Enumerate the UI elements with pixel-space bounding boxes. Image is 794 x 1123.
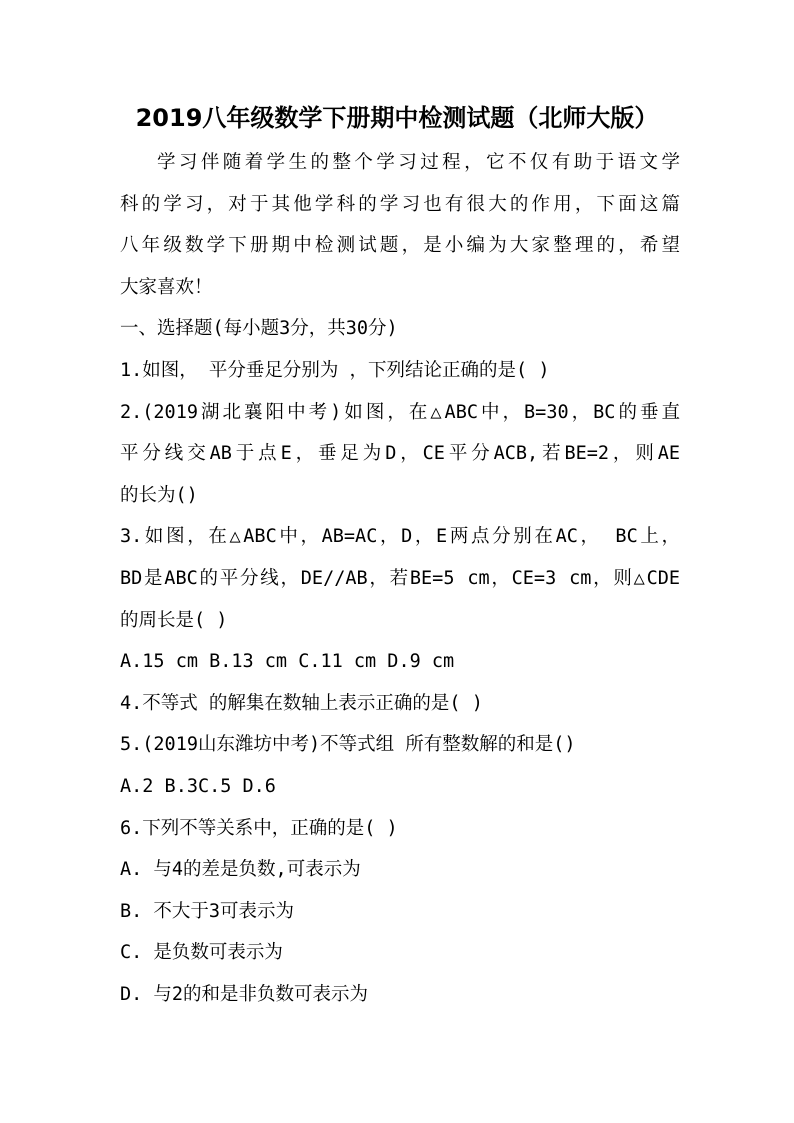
question-6-option: D. 与2的和是非负数可表示为 [120, 983, 369, 1005]
intro-line: 学习伴随着学生的整个学习过程，它不仅有助于语文学 [157, 152, 680, 173]
question-5: 5.(2019山东潍坊中考)不等式组 所有整数解的和是() [120, 734, 576, 756]
question-6-option: B. 不大于3可表示为 [120, 900, 295, 922]
question-3-line: 的周长是( ) [120, 609, 228, 631]
intro-line: 八年级数学下册期中检测试题，是小编为大家整理的，希望 [120, 235, 680, 257]
question-6: 6.下列不等关系中，正确的是( ) [120, 817, 398, 839]
question-3-line: BD是ABC的平分线，DE//AB，若BE=5 cm，CE=3 cm，则△CDE [120, 567, 680, 589]
question-3-options: A.15 cm B.13 cm C.11 cm D.9 cm [120, 651, 455, 673]
question-2-line: 平分线交AB于点E，垂足为D，CE平分ACB,若BE=2，则AE [120, 443, 680, 465]
document-body [120, 142, 680, 1015]
question-3-line: 3.如图，在△ABC中，AB=AC，D，E两点分别在AC， BC上， [120, 526, 680, 548]
question-6-option: A. 与4的差是负数,可表示为 [120, 859, 361, 881]
section-heading: 一、选择题(每小题3分，共30分) [120, 318, 398, 340]
intro-line: 大家喜欢！ [120, 276, 213, 298]
question-6-option: C. 是负数可表示为 [120, 942, 283, 964]
document-title: 2019八年级数学下册期中检测试题（北师大版） [135, 104, 659, 132]
question-2-line: 的长为() [120, 484, 198, 506]
question-5-options: A.2 B.3C.5 D.6 [120, 775, 276, 797]
question-4: 4.不等式 的解集在数轴上表示正确的是( ) [120, 692, 483, 714]
intro-line: 科的学习，对于其他学科的学习也有很大的作用，下面这篇 [120, 193, 680, 215]
question-1: 1.如图， 平分垂足分别为 ，下列结论正确的是( ) [120, 359, 550, 381]
question-2-line: 2.(2019湖北襄阳中考)如图，在△ABC中，B=30，BC的垂直 [120, 401, 680, 423]
